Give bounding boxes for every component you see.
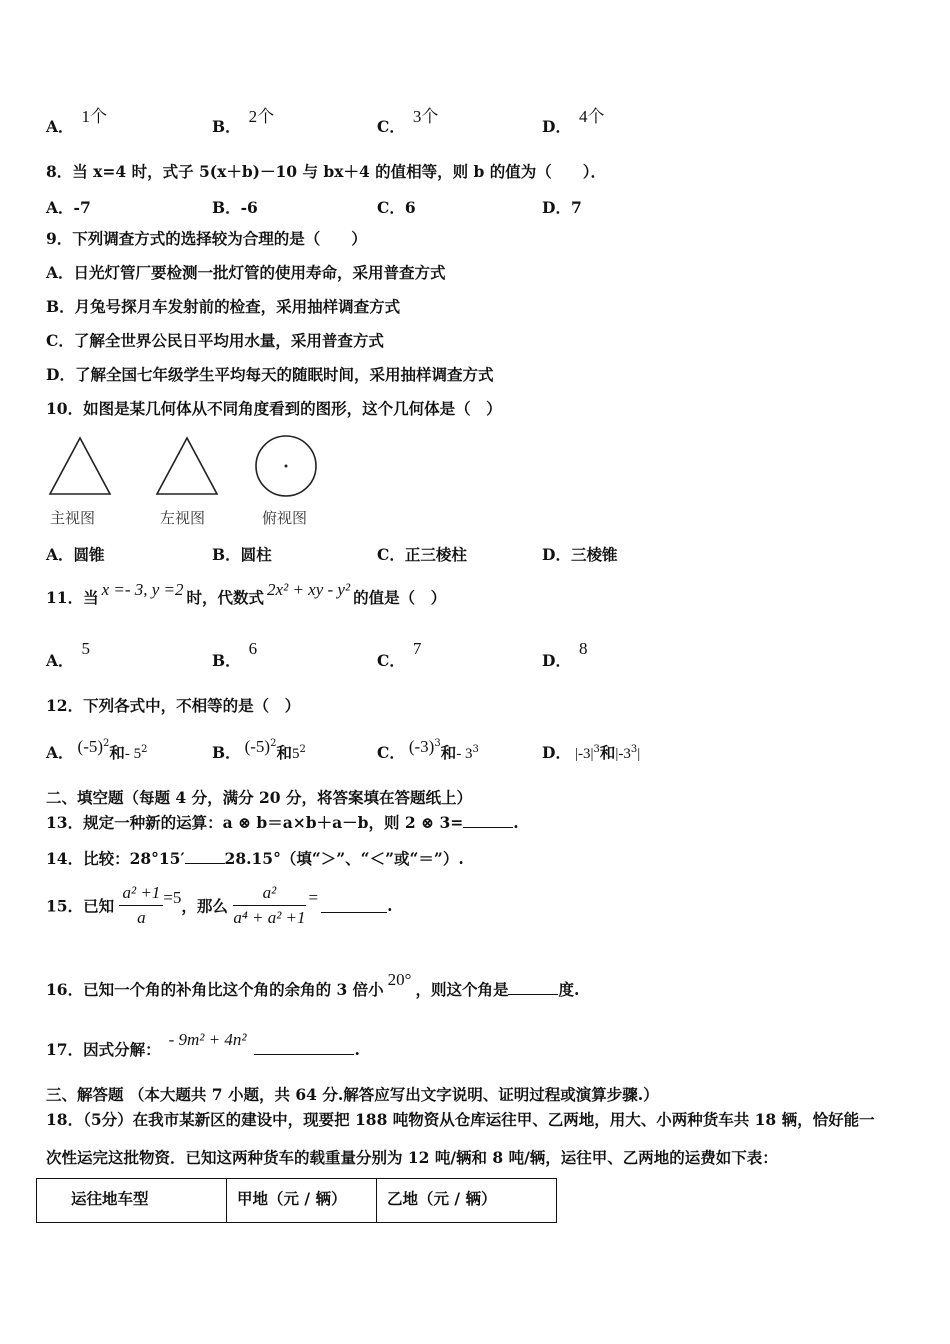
q11-option-d: D．8 [542,639,588,670]
q7-option-a: A．1个 [46,107,108,136]
q12-option-a: A． $(-5)^2$和- $5^2$ [46,737,148,762]
q8-option-b: B．-6 [212,198,258,217]
q9-option-d: D．了解全国七年级学生平均每天的随眠时间，采用抽样调查方式 [46,365,494,384]
q15-fraction-1: $\frac{\text{a² +1}}{a}$ [119,883,163,928]
view-label-front: 主视图 [50,509,96,527]
q12-option-d: D． $|-3|^3$和$|-3^3|$ [542,743,641,762]
q14-text: 14．比较：28°15′ 28.15°（填“＞”、“＜”或“＝”）. [46,849,464,868]
q12-option-b: B． $(-5)^2$和$5^2$ [212,737,306,762]
q16-answer-blank [508,980,558,995]
q7-option-c: C．3个 [377,107,439,136]
q9-option-a: A．日光灯管厂要检测一批灯管的使用寿命，采用普查方式 [46,263,446,282]
q9-stem: 9．下列调查方式的选择较为合理的是（ ） [46,229,367,248]
q12-stem: 12．下列各式中，不相等的是（ ） [46,696,301,715]
q15-text: 15．已知 $\frac{\text{a² +1}}{a}$ =5，那么 $\frac{\text{a²}}{\text{a⁴ + a² +1}}$ = . [46,883,393,927]
q13-answer-blank [463,813,513,828]
q16-text: 16．已知一个角的补角比这个角的余角的 3 倍小20°，则这个角是 度. [46,970,580,999]
q18-line-1: 18．（5分）在我市某新区的建设中，现要把 188 吨物资从仓库运往甲、乙两地，用大、小两种货车共 18 辆，恰好能一 [46,1110,875,1129]
q13-text: 13．规定一种新的运算：a ⊗ b＝a×b＋a－b，则 2 ⊗ 3= . [46,813,519,832]
q10-option-b: B．圆柱 [212,545,272,564]
q18-freight-table [36,1178,557,1223]
q10-option-a: A．圆锥 [46,545,105,564]
table-header-cell: 乙地（元 / 辆） [377,1179,557,1223]
q9-option-c: C．了解全世界公民日平均用水量，采用普查方式 [46,331,384,350]
q10-three-views-figure [44,432,324,532]
table-header-cell: 甲地（元 / 辆） [227,1179,377,1223]
front-view-triangle [50,438,110,494]
q17-text: 17．因式分解：- 9m² + 4n². [46,1030,360,1059]
q14-answer-blank [185,849,225,864]
q10-option-d: D．三棱锥 [542,545,618,564]
q10-option-c: C．正三棱柱 [377,545,467,564]
q8-option-c: C．6 [377,198,416,217]
q17-answer-blank [254,1040,354,1055]
top-view-center-dot [285,465,288,468]
q18-line-2: 次性运完这批物资．已知这两种货车的载重量分别为 12 吨/辆和 8 吨/辆，运往甲、乙两地的运费如下表： [46,1148,778,1167]
view-label-left: 左视图 [160,509,206,527]
section-2-title: 二、填空题（每题 4 分，满分 20 分，将答案填在答题纸上） [46,788,472,807]
q9-option-b: B．月兔号探月车发射前的检查，采用抽样调查方式 [46,297,401,316]
q7-option-b: B．2个 [212,107,275,136]
q11-option-b: B．6 [212,639,258,670]
section-3-title: 三、解答题 （本大题共 7 小题，共 64 分.解答应写出文字说明、证明过程或演算步骤.） [46,1085,659,1104]
q12-option-c: C． $(-3)^3$和- $3^3$ [377,737,479,762]
q8-stem: 8．当 x=4 时，式子 5(x＋b)－10 与 bx＋4 的值相等，则 b 的值为（ ）． [46,162,607,181]
table-header-row [37,1179,557,1223]
q10-stem: 10．如图是某几何体从不同角度看到的图形，这个几何体是（ ） [46,399,502,418]
table-header-cell: 运往地车型 [37,1179,227,1223]
q15-answer-blank [321,898,387,913]
q8-option-d: D．7 [542,198,582,217]
q11-option-a: A．5 [46,639,91,670]
view-label-top: 俯视图 [262,509,308,527]
q8-option-a: A．-7 [46,198,91,217]
q15-fraction-2: $\frac{\text{a²}}{\text{a⁴ + a² +1}}$ [233,883,306,927]
left-view-triangle [157,438,217,494]
q11-option-c: C．7 [377,639,422,670]
q11-stem: 11．当 x =- 3, y =2 时，代数式 2x² + xy - y² 的值是（ ） [46,580,447,607]
q7-option-d: D．4个 [542,107,605,136]
